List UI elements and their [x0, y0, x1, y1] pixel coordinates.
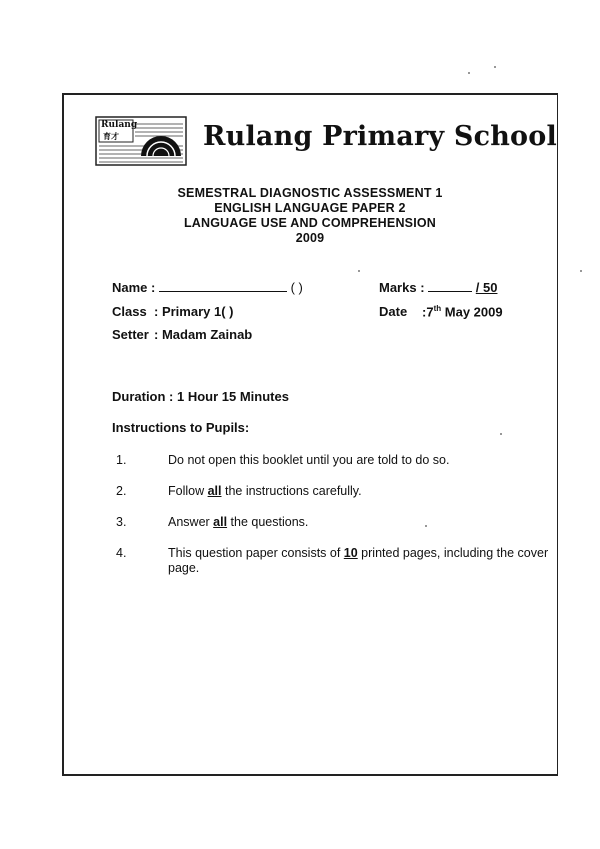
name-label: Name : ( ): [112, 280, 303, 295]
setter-label: Setter: [112, 327, 149, 342]
scan-speck: [358, 270, 360, 272]
class-value: : Primary 1( ): [154, 304, 234, 319]
section-title: LANGUAGE USE AND COMPREHENSION: [183, 216, 437, 230]
date-label: Date: [379, 304, 408, 319]
instruction-text: Follow all the instructions carefully.: [168, 484, 362, 498]
class-label: Class: [112, 304, 147, 319]
instruction-number: 1.: [116, 453, 127, 467]
school-logo: [95, 116, 187, 166]
instruction-number: 2.: [116, 484, 127, 498]
register-number-paren: ( ): [290, 280, 303, 295]
scan-speck: [580, 270, 582, 272]
scan-speck: [425, 525, 427, 527]
logo-text-top: Rulang: [101, 120, 138, 130]
year: 2009: [295, 231, 325, 245]
marks-blank[interactable]: [428, 281, 472, 292]
instruction-number: 4.: [116, 546, 127, 560]
instruction-text: Answer all the questions.: [168, 515, 309, 529]
logo-text-bottom: 育才: [103, 132, 119, 141]
scan-speck: [500, 433, 502, 435]
scan-speck: [468, 72, 470, 74]
instructions-heading: Instructions to Pupils:: [112, 420, 250, 435]
instruction-text: Do not open this booklet until you are told to do so.: [168, 453, 450, 467]
marks-label: Marks : / 50: [379, 280, 498, 295]
setter-value: : Madam Zainab: [154, 327, 253, 342]
date-value: :7th May 2009: [422, 304, 503, 320]
school-name: Rulang Primary School: [203, 121, 557, 152]
assessment-title: SEMESTRAL DIAGNOSTIC ASSESSMENT 1: [177, 186, 443, 200]
instruction-text: This question paper consists of 10 printed pages, including the cover page.: [168, 546, 549, 575]
marks-total: / 50: [475, 280, 498, 295]
name-blank[interactable]: [159, 281, 287, 292]
instruction-number: 3.: [116, 515, 127, 529]
duration: Duration : 1 Hour 15 Minutes: [112, 389, 289, 404]
scan-speck: [494, 66, 496, 68]
paper-title: ENGLISH LANGUAGE PAPER 2: [214, 201, 406, 215]
